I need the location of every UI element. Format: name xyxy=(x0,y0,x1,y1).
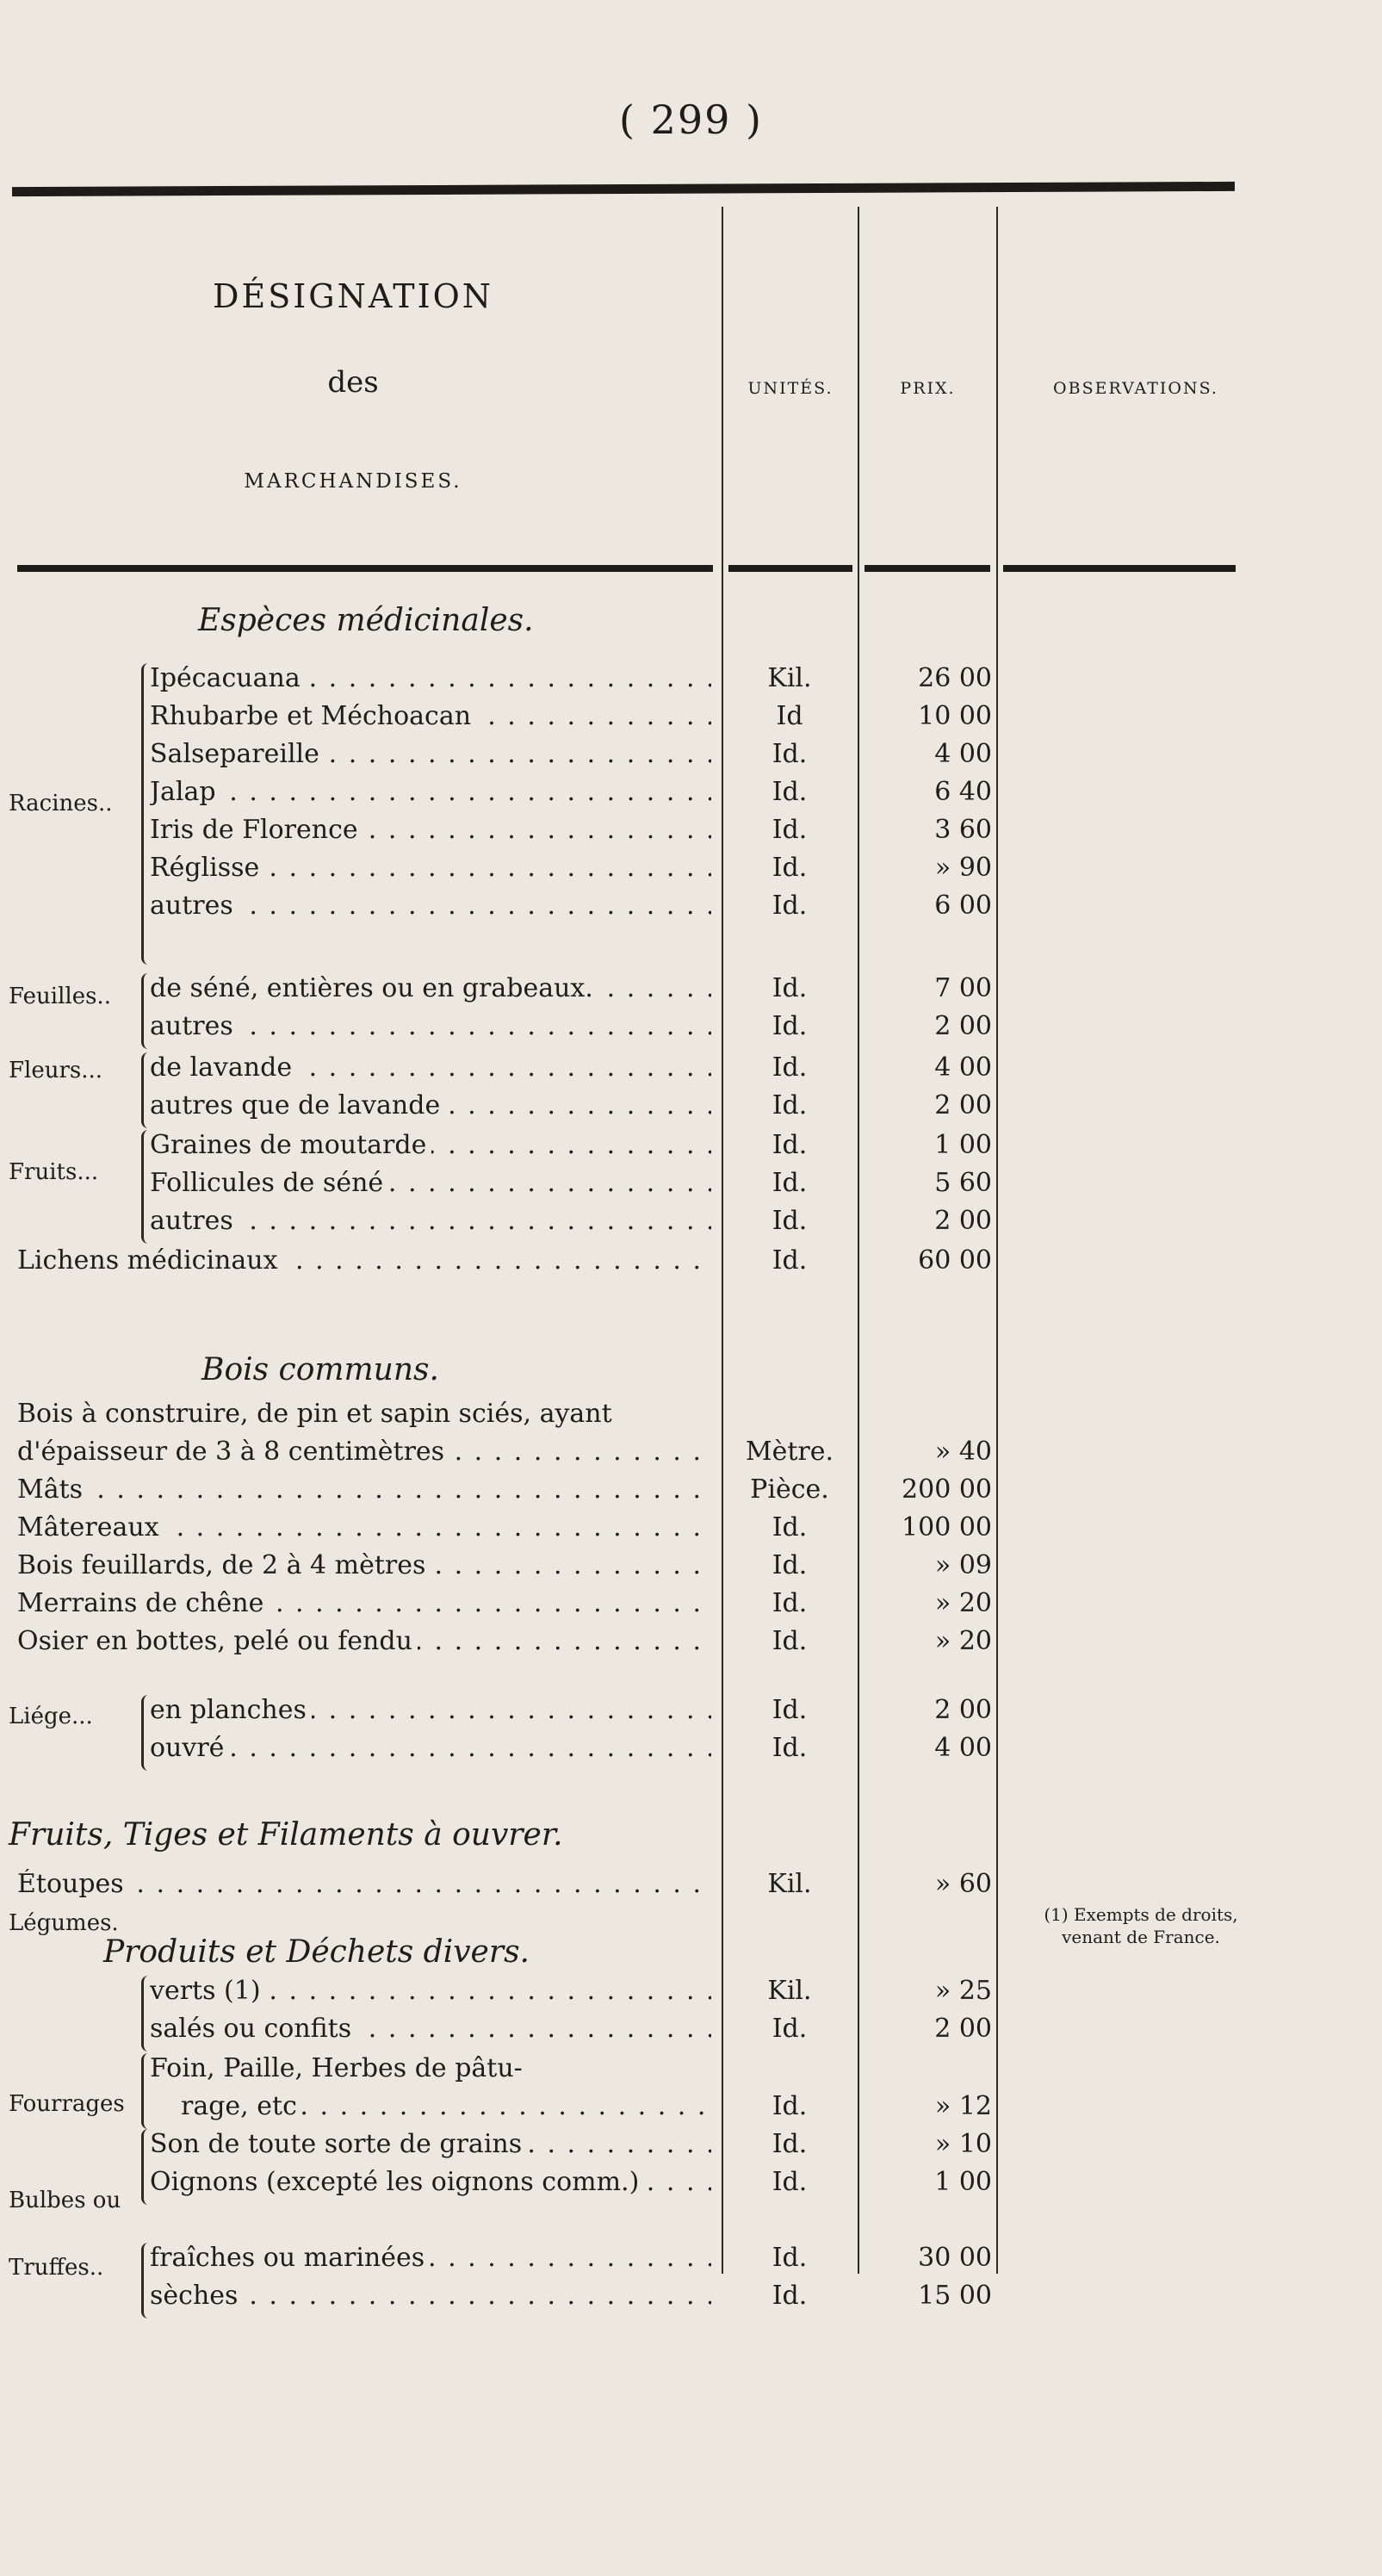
item-price: 1 00 xyxy=(934,2167,992,2197)
item-unit: Id. xyxy=(772,2243,808,2273)
item-label-text: autres xyxy=(150,1206,239,1236)
item-label xyxy=(150,1130,711,1160)
section-bois-communs: Bois communs. xyxy=(201,1352,439,1387)
item-unit: Id. xyxy=(772,2129,808,2159)
item-price: 2 00 xyxy=(934,1011,992,1041)
group-fruits: Fruits... xyxy=(9,1159,99,1185)
item-price: » 25 xyxy=(934,1976,992,2006)
item-label-text: en planches xyxy=(150,1695,312,1725)
item-unit: Kil. xyxy=(767,663,812,693)
item-label xyxy=(150,2243,711,2273)
table-row xyxy=(0,701,1382,739)
item-price: 30 00 xyxy=(918,2243,992,2273)
item-label-text: autres xyxy=(150,891,239,921)
group-feuilles: Feuilles.. xyxy=(9,984,111,1009)
table-row xyxy=(0,1090,1382,1128)
item-label-text: Follicules de séné xyxy=(150,1168,388,1198)
item-price: » 60 xyxy=(934,1869,992,1899)
table-row xyxy=(0,1474,1382,1512)
item-price: » 20 xyxy=(934,1626,992,1656)
item-label-text: d'épaisseur de 3 à 8 centimètres xyxy=(17,1437,449,1467)
item-price: 15 00 xyxy=(918,2281,992,2311)
item-label xyxy=(150,777,711,807)
item-unit: Id. xyxy=(772,1550,808,1580)
item-label-text: Salsepareille xyxy=(150,739,325,769)
item-label xyxy=(150,701,711,731)
item-price: 6 00 xyxy=(934,891,992,921)
item-label-text: Rhubarbe et Méchoacan xyxy=(150,701,476,731)
item-unit: Id. xyxy=(772,1245,808,1276)
table-row xyxy=(0,1695,1382,1733)
item-price: 6 40 xyxy=(934,777,992,807)
item-label-text: Mâtereaux xyxy=(17,1512,164,1542)
item-unit: Id. xyxy=(772,2167,808,2197)
item-label xyxy=(150,2053,711,2083)
table-row xyxy=(0,1168,1382,1206)
item-label xyxy=(17,1550,711,1580)
item-label-text: Son de toute sorte de grains xyxy=(150,2129,527,2159)
item-label xyxy=(17,1437,711,1467)
table-row xyxy=(0,2053,1382,2091)
item-label-text: de lavande xyxy=(150,1052,297,1083)
table-row xyxy=(0,663,1382,701)
item-label-text: autres que de lavande xyxy=(150,1090,445,1120)
group-legumes: Légumes. xyxy=(9,1910,119,1936)
item-price: 7 00 xyxy=(934,973,992,1003)
item-price: 26 00 xyxy=(918,663,992,693)
item-unit: Kil. xyxy=(767,1869,812,1899)
item-unit: Id. xyxy=(772,891,808,921)
item-label xyxy=(150,1695,711,1725)
item-label xyxy=(150,1011,711,1041)
header-unites: UNITÉS. xyxy=(747,379,834,398)
item-label xyxy=(150,2167,711,2197)
item-label-text: Iris de Florence xyxy=(150,815,363,845)
item-label-text: Foin, Paille, Herbes de pâtu- xyxy=(150,2053,528,2083)
item-label xyxy=(17,1399,711,1429)
item-label xyxy=(17,1626,711,1656)
table-row xyxy=(0,1052,1382,1090)
item-label-text: Mâts xyxy=(17,1474,88,1505)
header-rule-1 xyxy=(17,565,713,572)
group-truffes: Truffes.. xyxy=(9,2255,104,2281)
item-label xyxy=(150,1206,711,1236)
item-label xyxy=(17,1245,711,1276)
table-row xyxy=(0,973,1382,1011)
group-racines: Racines.. xyxy=(9,791,113,816)
item-unit: Mètre. xyxy=(745,1437,834,1467)
item-label xyxy=(150,1733,711,1763)
item-price: 2 00 xyxy=(934,1206,992,1236)
item-label-text: Ipécacuana xyxy=(150,663,306,693)
item-label-text: sèches xyxy=(150,2281,243,2311)
section-fruits-word: Fruits xyxy=(9,1817,103,1853)
item-label-text: Étoupes xyxy=(17,1869,129,1899)
item-price: » 90 xyxy=(934,853,992,883)
item-price: 10 00 xyxy=(918,701,992,731)
item-price: 2 00 xyxy=(934,2014,992,2044)
table-row xyxy=(0,891,1382,928)
item-label xyxy=(17,1588,711,1618)
item-unit: Id. xyxy=(772,739,808,769)
item-label xyxy=(17,1512,711,1542)
item-unit: Id. xyxy=(772,1090,808,1120)
table-row xyxy=(0,1011,1382,1049)
section-fruits-rest: , Tiges et Filaments à ouvrer. xyxy=(102,1817,563,1853)
item-label-text: Bois feuillards, de 2 à 4 mètres xyxy=(17,1550,431,1580)
header-marchandises: MARCHANDISES. xyxy=(244,470,462,493)
section-especes-medicinales: Espèces médicinales. xyxy=(198,603,534,638)
item-label-text: verts (1) xyxy=(150,1976,266,2006)
item-price: 60 00 xyxy=(918,1245,992,1276)
item-unit: Id. xyxy=(772,1626,808,1656)
table-row xyxy=(0,1206,1382,1244)
item-label xyxy=(17,1474,711,1505)
item-label xyxy=(150,815,711,845)
item-label-text: de séné, entières ou en grabeaux. xyxy=(150,973,598,1003)
item-label xyxy=(181,2091,711,2121)
item-label xyxy=(150,1168,711,1198)
group-fleurs: Fleurs... xyxy=(9,1058,103,1083)
item-unit: Id. xyxy=(772,1052,808,1083)
item-price: 5 60 xyxy=(934,1168,992,1198)
table-row xyxy=(0,2091,1382,2129)
item-unit: Id. xyxy=(772,1130,808,1160)
item-label-text: autres xyxy=(150,1011,239,1041)
item-price: 1 00 xyxy=(934,1130,992,1160)
item-label xyxy=(150,1090,711,1120)
table-row xyxy=(0,2281,1382,2318)
section-produits-dechets: Produits et Déchets divers. xyxy=(103,1934,530,1970)
table-row xyxy=(0,1512,1382,1550)
item-unit: Id. xyxy=(772,1206,808,1236)
header-rule-3 xyxy=(865,565,990,572)
item-label xyxy=(150,1976,711,2006)
item-unit: Id. xyxy=(772,815,808,845)
item-unit: Id. xyxy=(772,973,808,1003)
table-row xyxy=(0,2129,1382,2167)
table-row xyxy=(0,739,1382,777)
item-price: » 40 xyxy=(934,1437,992,1467)
item-label-text: rage, etc xyxy=(181,2091,302,2121)
table-row xyxy=(0,1245,1382,1283)
table-row xyxy=(0,1869,1382,1907)
item-label-text: salés ou confits xyxy=(150,2014,356,2044)
table-row xyxy=(0,1437,1382,1474)
item-price: 2 00 xyxy=(934,1090,992,1120)
item-price: 2 00 xyxy=(934,1695,992,1725)
header-des: des xyxy=(327,365,379,400)
item-price: » 20 xyxy=(934,1588,992,1618)
table-row xyxy=(0,815,1382,853)
group-bulbes: Bulbes ou xyxy=(9,2188,121,2213)
page-number: ( 299 ) xyxy=(619,96,763,143)
item-label xyxy=(17,1869,711,1899)
table-row xyxy=(0,1626,1382,1664)
item-price: 4 00 xyxy=(934,1052,992,1083)
item-unit: Id. xyxy=(772,1512,808,1542)
table-row xyxy=(0,1588,1382,1626)
item-unit: Id. xyxy=(772,1695,808,1725)
header-prix: PRIX. xyxy=(900,379,956,398)
item-price: 3 60 xyxy=(934,815,992,845)
section-fruits-tiges xyxy=(9,1817,563,1853)
item-price: 100 00 xyxy=(902,1512,992,1542)
table-row xyxy=(0,1550,1382,1588)
item-price: 4 00 xyxy=(934,739,992,769)
group-liege: Liége... xyxy=(9,1704,93,1729)
table-row xyxy=(0,1733,1382,1771)
header-designation: DÉSIGNATION xyxy=(213,277,493,315)
header-rule-2 xyxy=(728,565,852,572)
item-label xyxy=(150,973,711,1003)
item-label xyxy=(150,2014,711,2044)
item-unit: Id. xyxy=(772,1011,808,1041)
item-unit: Id. xyxy=(772,2281,808,2311)
table-row xyxy=(0,2014,1382,2051)
item-label xyxy=(150,2129,711,2159)
header-observations: OBSERVATIONS. xyxy=(1053,379,1218,398)
table-row xyxy=(0,777,1382,815)
item-label-text: Jalap xyxy=(150,777,221,807)
item-label-text: Réglisse xyxy=(150,853,264,883)
item-price: » 10 xyxy=(934,2129,992,2159)
group-fourrages: Fourrages xyxy=(9,2091,125,2117)
item-price: 4 00 xyxy=(934,1733,992,1763)
item-label xyxy=(150,891,711,921)
table-row xyxy=(0,2243,1382,2281)
item-unit: Pièce. xyxy=(750,1474,829,1505)
table-row xyxy=(0,1130,1382,1168)
table-row xyxy=(0,2167,1382,2205)
item-label xyxy=(150,663,711,693)
item-label-text: fraîches ou marinées xyxy=(150,2243,430,2273)
item-label-text: Lichens médicinaux xyxy=(17,1245,283,1276)
item-label-text: Graines de moutarde xyxy=(150,1130,431,1160)
table-row xyxy=(0,1976,1382,2014)
item-label xyxy=(150,2281,711,2311)
item-unit: Kil. xyxy=(767,1976,812,2006)
header-rule-4 xyxy=(1003,565,1236,572)
item-label xyxy=(150,853,711,883)
item-unit: Id. xyxy=(772,2091,808,2121)
item-label-text: ouvré xyxy=(150,1733,229,1763)
item-unit: Id xyxy=(776,701,803,731)
item-label-text: Merrains de chêne xyxy=(17,1588,269,1618)
item-price: 200 00 xyxy=(902,1474,992,1505)
item-unit: Id. xyxy=(772,1733,808,1763)
top-rule xyxy=(12,182,1235,196)
item-unit: Id. xyxy=(772,853,808,883)
item-label xyxy=(150,739,711,769)
item-label-text: Oignons (excepté les oignons comm.) xyxy=(150,2167,644,2197)
item-unit: Id. xyxy=(772,1588,808,1618)
item-price: » 09 xyxy=(934,1550,992,1580)
item-label-text: Bois à construire, de pin et sapin sciés, ayant xyxy=(17,1399,617,1429)
item-label xyxy=(150,1052,711,1083)
table-row xyxy=(0,1399,1382,1437)
item-label-text: Osier en bottes, pelé ou fendu xyxy=(17,1626,418,1656)
item-unit: Id. xyxy=(772,2014,808,2044)
item-unit: Id. xyxy=(772,777,808,807)
table-row xyxy=(0,853,1382,891)
item-unit: Id. xyxy=(772,1168,808,1198)
observation-note: (1) Exempts de droits, venant de France. xyxy=(1044,1904,1238,1947)
item-price: » 12 xyxy=(934,2091,992,2121)
